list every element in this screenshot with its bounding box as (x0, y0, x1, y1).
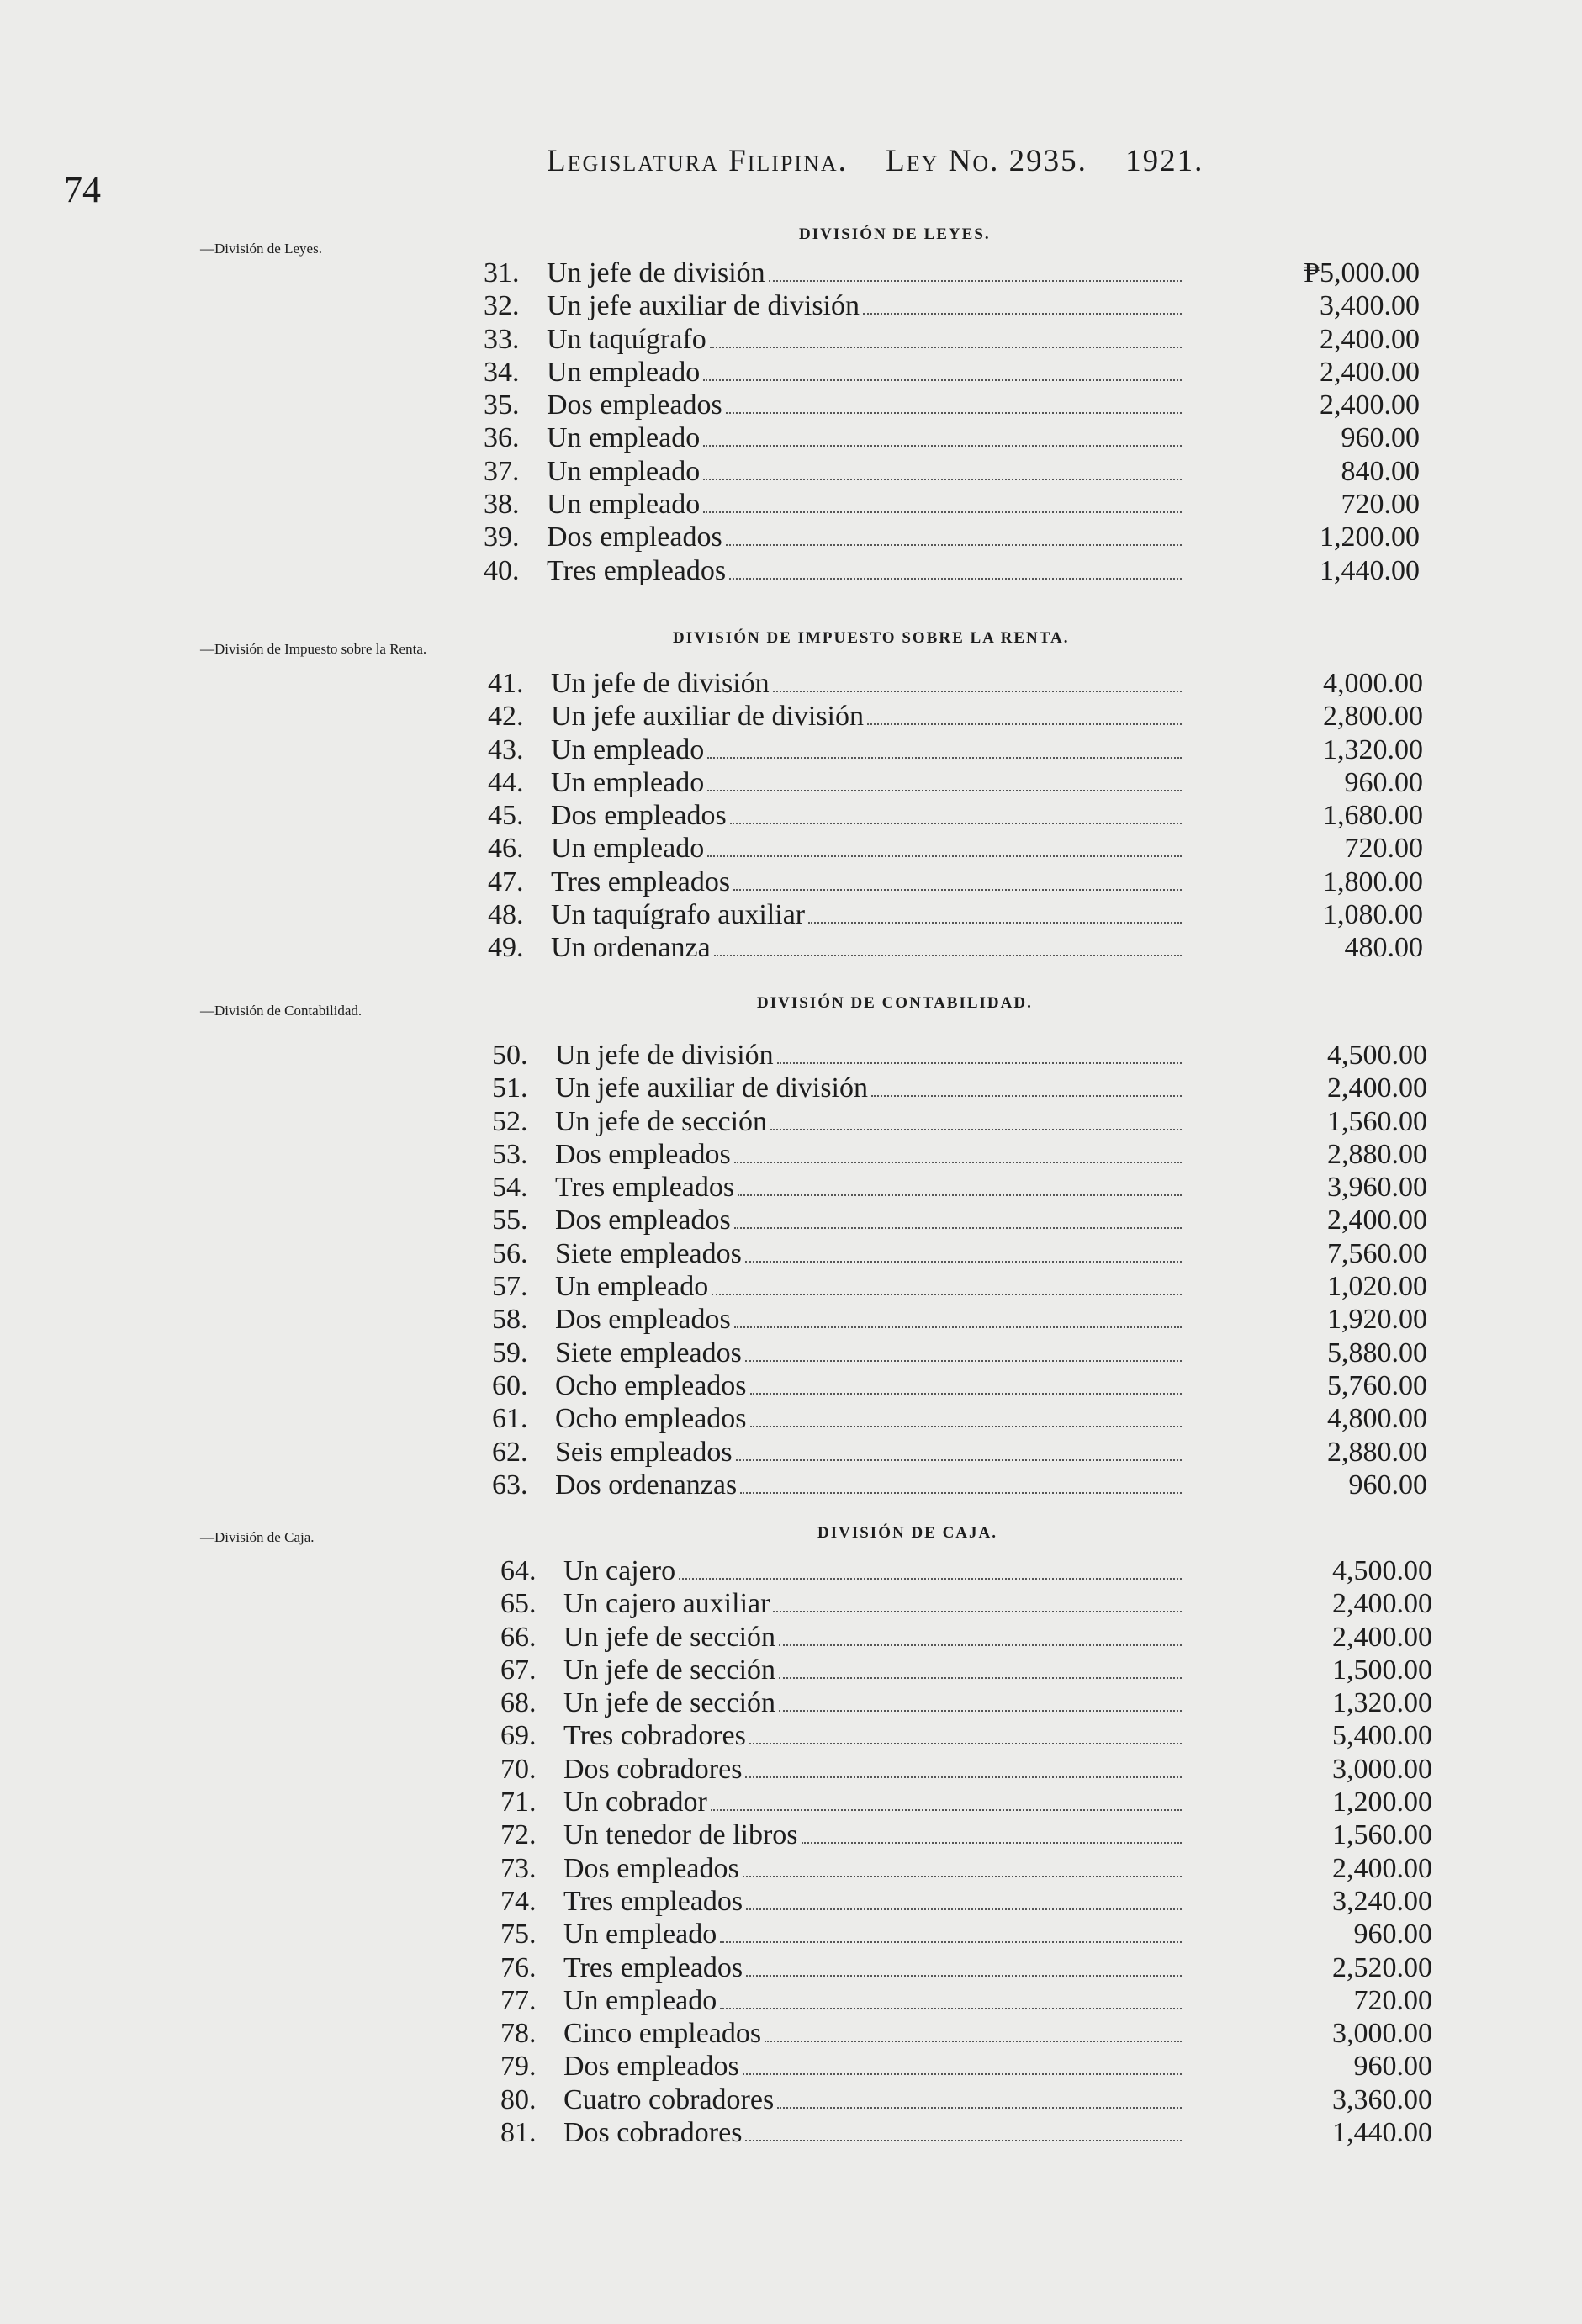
entry-amount: 2,880.00 (1327, 1436, 1427, 1468)
entry-description: Un taquígrafo (547, 323, 706, 355)
entry-number: 37. (484, 455, 520, 487)
entry-amount: 3,360.00 (1332, 2083, 1432, 2115)
entry-description: Un empleado (547, 455, 701, 487)
entry-description: Un empleado (547, 489, 701, 521)
margin-note-impuesto: —División de Impuesto sobre la Renta. (200, 641, 427, 657)
entry-amount: 1,800.00 (1323, 866, 1423, 897)
entry-description: Cuatro cobradores (563, 2083, 775, 2115)
dot-leader (730, 823, 1182, 824)
entry-description: Un empleado (551, 766, 705, 798)
dot-leader (738, 1194, 1182, 1196)
entry-row (484, 488, 1420, 521)
entry-amount: 1,200.00 (1320, 521, 1420, 553)
entry-description: Un jefe de sección (563, 1621, 776, 1653)
entry-description: Tres empleados (551, 866, 731, 897)
running-head-year: 1921. (1125, 144, 1204, 178)
dot-leader (871, 1095, 1182, 1097)
entry-description: Un jefe auxiliar de división (555, 1072, 869, 1104)
entry-description: Cinco empleados (563, 2018, 762, 2050)
dot-leader (720, 1941, 1182, 1943)
entry-description: Un empleado (555, 1271, 709, 1303)
entry-row (488, 733, 1423, 766)
entry-number: 80. (500, 2083, 537, 2115)
entry-description: Dos ordenanzas (555, 1469, 738, 1501)
entry-amount: 1,500.00 (1332, 1654, 1432, 1686)
entry-amount: 3,400.00 (1320, 290, 1420, 322)
entry-row (500, 1786, 1432, 1818)
dot-leader (745, 1261, 1182, 1263)
entry-description: Un empleado (551, 733, 705, 765)
entry-number: 32. (484, 290, 520, 322)
dot-leader (773, 691, 1182, 692)
entry-amount: 960.00 (1344, 766, 1423, 798)
entry-number: 68. (500, 1687, 537, 1719)
dot-leader (712, 1294, 1182, 1295)
entry-number: 81. (500, 2117, 537, 2149)
entry-number: 40. (484, 554, 520, 586)
entry-row (488, 700, 1423, 733)
entry-amount: 2,880.00 (1327, 1138, 1427, 1170)
entry-row (488, 667, 1423, 700)
entry-row (492, 1270, 1427, 1303)
dot-leader (703, 479, 1182, 480)
entry-number: 31. (484, 257, 520, 289)
entry-row (492, 1039, 1427, 1072)
entry-amount: ₱5,000.00 (1304, 257, 1420, 289)
dot-leader (726, 544, 1182, 546)
entry-description: Un cajero auxiliar (563, 1588, 770, 1620)
entry-amount: 5,400.00 (1332, 1720, 1432, 1752)
entry-amount: 1,320.00 (1332, 1687, 1432, 1719)
entry-description: Un jefe auxiliar de división (547, 290, 860, 322)
entry-row (500, 1554, 1432, 1587)
entry-number: 50. (492, 1040, 528, 1071)
entry-row (484, 356, 1420, 389)
entry-description: Un empleado (551, 833, 705, 865)
entry-amount: 2,400.00 (1327, 1072, 1427, 1104)
dot-leader (863, 313, 1182, 315)
margin-note-leyes: —División de Leyes. (200, 241, 322, 257)
entry-amount: 2,800.00 (1323, 701, 1423, 733)
entry-amount: 720.00 (1353, 1984, 1432, 2016)
dot-leader (745, 1776, 1182, 1778)
dot-leader (750, 1393, 1182, 1395)
entry-description: Un ordenanza (551, 932, 711, 964)
margin-note-caja: —División de Caja. (200, 1529, 315, 1545)
entry-row (492, 1171, 1427, 1204)
entry-description: Tres empleados (555, 1172, 735, 1204)
entry-description: Tres cobradores (563, 1720, 746, 1752)
entry-amount: 480.00 (1344, 932, 1423, 964)
entry-number: 39. (484, 521, 520, 553)
entry-row (492, 1204, 1427, 1236)
dot-leader (770, 1129, 1182, 1130)
dot-leader (703, 511, 1182, 513)
entry-number: 52. (492, 1105, 528, 1137)
entry-number: 69. (500, 1720, 537, 1752)
entry-amount: 960.00 (1353, 2051, 1432, 2083)
dot-leader (679, 1578, 1182, 1580)
entry-description: Un empleado (563, 1919, 717, 1951)
entry-number: 76. (500, 1951, 537, 1983)
entry-number: 48. (488, 899, 524, 931)
entry-description: Dos empleados (563, 2051, 739, 2083)
entry-description: Dos empleados (551, 800, 727, 832)
entry-description: Siete empleados (555, 1337, 742, 1368)
entry-description: Un jefe de sección (563, 1654, 776, 1686)
entry-row (492, 1469, 1427, 1501)
entry-amount: 840.00 (1341, 455, 1420, 487)
entry-number: 57. (492, 1271, 528, 1303)
entry-amount: 960.00 (1348, 1469, 1427, 1501)
entry-number: 63. (492, 1469, 528, 1501)
entry-description: Un cajero (563, 1555, 676, 1586)
section-heading-caja: DIVISIÓN DE CAJA. (817, 1524, 997, 1542)
entry-row (484, 289, 1420, 322)
entry-number: 67. (500, 1654, 537, 1686)
entries-contabilidad (492, 1039, 1427, 1501)
entry-description: Tres empleados (563, 1951, 743, 1983)
entry-amount: 4,800.00 (1327, 1403, 1427, 1435)
entry-number: 73. (500, 1852, 537, 1884)
dot-leader (710, 347, 1182, 348)
entry-description: Dos empleados (555, 1204, 731, 1236)
entry-number: 51. (492, 1072, 528, 1104)
entry-amount: 1,560.00 (1327, 1105, 1427, 1137)
entry-amount: 4,500.00 (1332, 1555, 1432, 1586)
entry-number: 33. (484, 323, 520, 355)
dot-leader (734, 1227, 1182, 1229)
entry-description: Dos empleados (547, 521, 722, 553)
dot-leader (707, 855, 1182, 857)
entry-row (500, 2017, 1432, 2050)
entry-row (492, 1369, 1427, 1402)
dot-leader (743, 2073, 1182, 2075)
entry-amount: 720.00 (1341, 489, 1420, 521)
entry-row (488, 799, 1423, 832)
entry-number: 55. (492, 1204, 528, 1236)
entry-number: 41. (488, 668, 524, 699)
running-head-title: Legislatura Filipina. (547, 144, 848, 178)
entry-amount: 3,240.00 (1332, 1885, 1432, 1917)
entry-number: 35. (484, 389, 520, 421)
entry-number: 74. (500, 1885, 537, 1917)
dot-leader (779, 1710, 1182, 1712)
entry-amount: 2,400.00 (1327, 1204, 1427, 1236)
entry-amount: 960.00 (1353, 1919, 1432, 1951)
entry-row (500, 1587, 1432, 1620)
section-heading-leyes: DIVISIÓN DE LEYES. (799, 225, 991, 243)
entry-number: 44. (488, 766, 524, 798)
dot-leader (746, 1908, 1182, 1910)
entry-amount: 2,400.00 (1320, 389, 1420, 421)
entry-description: Tres empleados (563, 1885, 743, 1917)
dot-leader (765, 2041, 1182, 2042)
entry-row (500, 1852, 1432, 1885)
dot-leader (779, 1644, 1182, 1646)
entry-row (484, 421, 1420, 454)
entry-amount: 5,880.00 (1327, 1337, 1427, 1368)
entry-number: 36. (484, 422, 520, 454)
dot-leader (733, 889, 1182, 891)
dot-leader (769, 280, 1182, 282)
dot-leader (734, 1326, 1182, 1328)
entry-number: 46. (488, 833, 524, 865)
entry-description: Dos empleados (547, 389, 722, 421)
entry-description: Dos cobradores (563, 1753, 743, 1785)
entry-description: Dos cobradores (563, 2117, 743, 2149)
dot-leader (720, 2008, 1182, 2009)
dot-leader (867, 723, 1182, 725)
dot-leader (802, 1842, 1182, 1844)
entry-amount: 1,560.00 (1332, 1819, 1432, 1851)
entry-amount: 4,000.00 (1323, 668, 1423, 699)
entry-description: Un taquígrafo auxiliar (551, 899, 806, 931)
entry-row (492, 1337, 1427, 1369)
entries-caja (500, 1554, 1432, 2149)
entry-row (488, 766, 1423, 799)
entry-description: Seis empleados (555, 1436, 733, 1468)
entry-row (488, 832, 1423, 865)
dot-leader (777, 1062, 1182, 1064)
entry-row (484, 554, 1420, 587)
dot-leader (773, 1611, 1182, 1612)
entry-amount: 1,020.00 (1327, 1271, 1427, 1303)
entry-number: 54. (492, 1172, 528, 1204)
entry-number: 45. (488, 800, 524, 832)
entry-description: Un empleado (547, 422, 701, 454)
entry-description: Un empleado (563, 1984, 717, 2016)
dot-leader (729, 578, 1182, 580)
entry-number: 53. (492, 1138, 528, 1170)
section-heading-impuesto: DIVISIÓN DE IMPUESTO SOBRE LA RENTA. (673, 629, 1070, 647)
entry-number: 61. (492, 1403, 528, 1435)
entry-number: 64. (500, 1555, 537, 1586)
entry-row (484, 389, 1420, 421)
dot-leader (749, 1743, 1182, 1744)
dot-leader (714, 955, 1182, 956)
dot-leader (777, 2107, 1182, 2109)
entry-row (500, 1719, 1432, 1752)
entry-row (500, 1654, 1432, 1686)
entry-number: 34. (484, 356, 520, 388)
entry-number: 79. (500, 2051, 537, 2083)
entry-row (484, 323, 1420, 356)
entry-row (492, 1237, 1427, 1270)
entry-description: Un jefe de división (551, 668, 770, 699)
entry-description: Un jefe auxiliar de división (551, 701, 865, 733)
entry-amount: 2,400.00 (1320, 323, 1420, 355)
entry-amount: 2,520.00 (1332, 1951, 1432, 1983)
entry-number: 77. (500, 1984, 537, 2016)
entry-row (500, 1918, 1432, 1951)
running-head (547, 143, 1232, 179)
margin-note-contabilidad: —División de Contabilidad. (200, 1003, 362, 1019)
entry-number: 70. (500, 1753, 537, 1785)
entry-amount: 1,080.00 (1323, 899, 1423, 931)
entry-row (500, 2083, 1432, 2116)
entry-description: Ocho empleados (555, 1369, 747, 1401)
entry-row (500, 1818, 1432, 1851)
entry-row (500, 2116, 1432, 2149)
entry-amount: 2,400.00 (1332, 1588, 1432, 1620)
entry-number: 66. (500, 1621, 537, 1653)
entry-amount: 1,440.00 (1320, 554, 1420, 586)
entry-row (500, 1885, 1432, 1918)
dot-leader (808, 922, 1182, 924)
entry-description: Ocho empleados (555, 1403, 747, 1435)
entry-amount: 1,200.00 (1332, 1787, 1432, 1818)
entry-description: Dos empleados (563, 1852, 739, 1884)
dot-leader (746, 1975, 1182, 1977)
entry-row (500, 1951, 1432, 1984)
entry-amount: 5,760.00 (1327, 1369, 1427, 1401)
entry-number: 43. (488, 733, 524, 765)
entry-amount: 1,440.00 (1332, 2117, 1432, 2149)
entry-row (484, 455, 1420, 488)
entry-amount: 1,680.00 (1323, 800, 1423, 832)
entry-description: Un empleado (547, 356, 701, 388)
entry-description: Dos empleados (555, 1304, 731, 1336)
entry-amount: 3,000.00 (1332, 2018, 1432, 2050)
entry-description: Un jefe de sección (563, 1687, 776, 1719)
entry-number: 38. (484, 489, 520, 521)
dot-leader (707, 790, 1182, 791)
dot-leader (745, 1360, 1182, 1362)
entry-number: 58. (492, 1304, 528, 1336)
entry-row (488, 898, 1423, 931)
entry-amount: 1,920.00 (1327, 1304, 1427, 1336)
entry-number: 49. (488, 932, 524, 964)
dot-leader (734, 1162, 1182, 1163)
entry-description: Un jefe de sección (555, 1105, 768, 1137)
entry-amount: 2,400.00 (1332, 1852, 1432, 1884)
entry-number: 72. (500, 1819, 537, 1851)
entry-row (492, 1402, 1427, 1435)
entry-row (500, 1686, 1432, 1719)
dot-leader (703, 379, 1182, 381)
entry-number: 78. (500, 2018, 537, 2050)
entry-amount: 960.00 (1341, 422, 1420, 454)
entry-number: 56. (492, 1237, 528, 1269)
entry-row (492, 1303, 1427, 1336)
entry-row (492, 1138, 1427, 1171)
entry-amount: 4,500.00 (1327, 1040, 1427, 1071)
entry-row (488, 866, 1423, 898)
page-number: 74 (64, 169, 101, 210)
entry-amount: 7,560.00 (1327, 1237, 1427, 1269)
entry-row (492, 1105, 1427, 1138)
entry-amount: 2,400.00 (1332, 1621, 1432, 1653)
entry-description: Un cobrador (563, 1787, 707, 1818)
dot-leader (743, 1876, 1182, 1877)
entry-description: Un tenedor de libros (563, 1819, 798, 1851)
entry-number: 65. (500, 1588, 537, 1620)
entry-number: 71. (500, 1787, 537, 1818)
dot-leader (779, 1677, 1182, 1679)
dot-leader (707, 757, 1182, 759)
dot-leader (745, 2140, 1182, 2141)
entry-amount: 3,000.00 (1332, 1753, 1432, 1785)
entry-amount: 2,400.00 (1320, 356, 1420, 388)
entry-row (500, 1621, 1432, 1654)
entry-number: 59. (492, 1337, 528, 1368)
entry-row (488, 931, 1423, 964)
entry-amount: 1,320.00 (1323, 733, 1423, 765)
entry-description: Siete empleados (555, 1237, 742, 1269)
entry-row (484, 257, 1420, 289)
entry-row (492, 1436, 1427, 1469)
entry-number: 47. (488, 866, 524, 897)
dot-leader (740, 1492, 1182, 1494)
dot-leader (726, 412, 1182, 414)
entry-description: Un jefe de división (547, 257, 765, 289)
entry-amount: 720.00 (1344, 833, 1423, 865)
entries-impuesto (488, 667, 1423, 965)
section-heading-contabilidad: DIVISIÓN DE CONTABILIDAD. (757, 994, 1033, 1012)
entry-description: Tres empleados (547, 554, 727, 586)
entries-leyes (484, 257, 1420, 587)
entry-number: 62. (492, 1436, 528, 1468)
entry-description: Un jefe de división (555, 1040, 774, 1071)
entry-row (500, 1753, 1432, 1786)
dot-leader (736, 1459, 1182, 1461)
entry-row (484, 521, 1420, 553)
entry-number: 75. (500, 1919, 537, 1951)
entry-number: 42. (488, 701, 524, 733)
entry-row (500, 2050, 1432, 2083)
entry-number: 60. (492, 1369, 528, 1401)
running-head-law: Ley No. 2935. (886, 144, 1087, 178)
entry-amount: 3,960.00 (1327, 1172, 1427, 1204)
entry-row (492, 1072, 1427, 1104)
dot-leader (703, 445, 1182, 447)
dot-leader (711, 1809, 1182, 1811)
dot-leader (750, 1426, 1182, 1427)
entry-description: Dos empleados (555, 1138, 731, 1170)
entry-row (500, 1984, 1432, 2017)
